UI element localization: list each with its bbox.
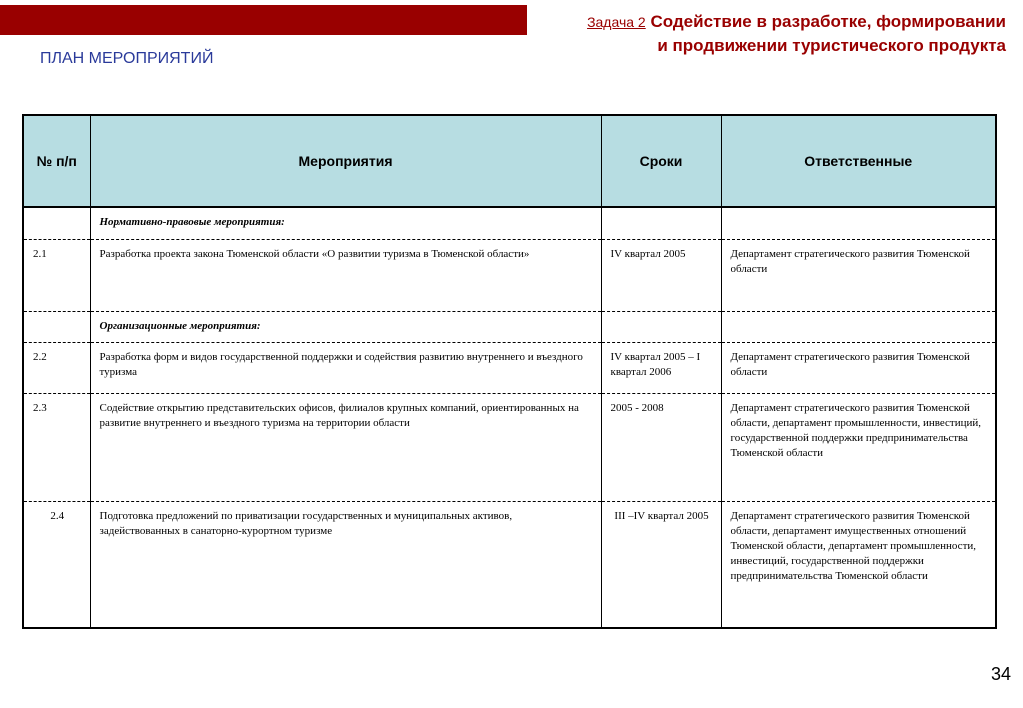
plan-title: ПЛАН МЕРОПРИЯТИЙ (40, 50, 214, 67)
event-responsible: Департамент стратегического развития Тюменской области (721, 342, 996, 393)
row-number: 2.1 (23, 239, 90, 311)
table-row (23, 393, 996, 501)
column-header-period: Сроки (601, 115, 721, 207)
section-row (23, 207, 996, 239)
event-period: 2005 - 2008 (601, 393, 721, 501)
event-responsible: Департамент стратегического развития Тюменской области, департамент промышленности, инвестиций, государственной поддержки предпринимательства Тюменской области (721, 393, 996, 501)
table-cell (23, 311, 90, 342)
row-number: 2.4 (23, 501, 90, 628)
table-cell (601, 311, 721, 342)
section-label: Нормативно-правовые мероприятия: (90, 207, 601, 239)
event-period: IV квартал 2005 (601, 239, 721, 311)
page-number: 34 (990, 664, 1011, 684)
event-responsible: Департамент стратегического развития Тюменской области, департамент имущественных отношений Тюменской области, департамент промышленности, инвестиций, государственной поддержки предпринимательства Тюменской области (721, 501, 996, 628)
section-label: Организационные мероприятия: (90, 311, 601, 342)
table-row (23, 342, 996, 393)
table-header-row (23, 115, 996, 207)
task-label: Задача 2 (587, 14, 646, 30)
heading-title-line2: и продвижении туристического продукта (657, 36, 1006, 55)
table-cell (601, 207, 721, 239)
header-accent-bar (0, 5, 527, 35)
section-row (23, 311, 996, 342)
table-row (23, 239, 996, 311)
events-plan-table (22, 114, 997, 629)
heading-line-1 (506, 10, 1006, 34)
event-period: IV квартал 2005 – I квартал 2006 (601, 342, 721, 393)
table-cell (721, 207, 996, 239)
row-number: 2.3 (23, 393, 90, 501)
column-header-number: № п/п (23, 115, 90, 207)
heading-title-line1: Содействие в разработке, формировании (650, 12, 1006, 31)
table-cell (23, 207, 90, 239)
column-header-events: Мероприятия (90, 115, 601, 207)
table-row (23, 501, 996, 628)
event-description: Разработка проекта закона Тюменской области «О развитии туризма в Тюменской области» (90, 239, 601, 311)
event-period: III –IV квартал 2005 (601, 501, 721, 628)
event-description: Подготовка предложений по приватизации государственных и муниципальных активов, задействованных в санаторно-курортном туризме (90, 501, 601, 628)
row-number: 2.2 (23, 342, 90, 393)
event-description: Содействие открытию представительских офисов, филиалов крупных компаний, ориентированных на развитие внутреннего и въездного туризма на территории области (90, 393, 601, 501)
slide-heading (506, 10, 1006, 57)
event-responsible: Департамент стратегического развития Тюменской области (721, 239, 996, 311)
table-cell (721, 311, 996, 342)
column-header-responsible: Ответственные (721, 115, 996, 207)
event-description: Разработка форм и видов государственной поддержки и содействия развитию внутреннего и въездного туризма (90, 342, 601, 393)
